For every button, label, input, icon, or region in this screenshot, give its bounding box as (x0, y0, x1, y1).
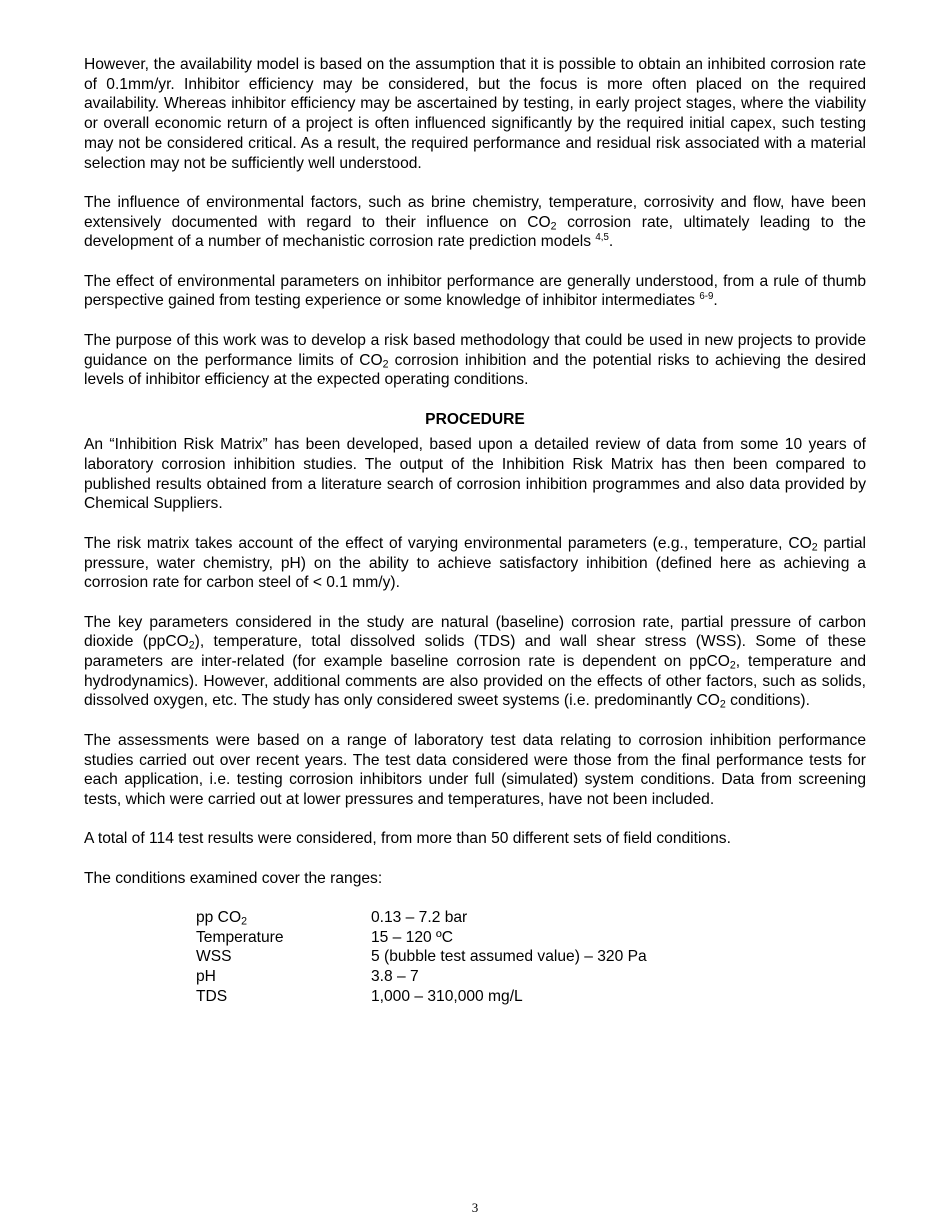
range-label: WSS (196, 948, 232, 966)
paragraph-inhibitor-performance (84, 272, 866, 311)
text-span: The risk matrix takes account of the effect of varying environmental parameters (e.g., temperature, CO (84, 534, 812, 552)
text-span: . (608, 233, 614, 251)
range-value: 15 – 120 ºC (371, 928, 453, 946)
section-heading-procedure: PROCEDURE (425, 410, 525, 428)
text-span: , temperature and hydrodynamics). However, additional comments are also provided on the effects of other factors, such as solids, dissolved oxygen, etc. The study has only considered sweet systems (i.e. predominantly CO (84, 653, 867, 710)
subscript: 2 (188, 639, 195, 652)
range-row-ph (196, 967, 866, 987)
text-span: The assessments were based on a range of laboratory test data relating to corrosion inhibition performance studies carried out over recent years. The test data considered were those from the final performance tests for each application, i.e. testing corrosion inhibitors under full (simulated) system conditions. Data from screening tests, which were carried out at lower pressures and temperatures, have not been included. (84, 731, 866, 808)
text-span: . (713, 292, 718, 310)
paragraph-conditions-intro (84, 869, 866, 889)
paragraph-risk-matrix-parameters (84, 534, 866, 593)
subscript: 2 (719, 699, 726, 712)
text-span: The influence of environmental factors, such as brine chemistry, temperature, corrosivity and flow, have been extensively documented with regard to their influence on CO (84, 193, 866, 231)
citation-ref: 6-9 (699, 291, 714, 303)
text-span: The effect of environmental parameters on inhibitor performance are generally understood, from a rule of thumb perspective gained from testing experience or some knowledge of inhibitor intermediates (84, 272, 866, 310)
text-span: corrosion rate, ultimately leading to the development of a number of mechanistic corrosion rate prediction models (84, 213, 866, 251)
range-label: pH (196, 968, 216, 986)
text-span: partial pressure, water chemistry, pH) on the ability to achieve satisfactory inhibition (defined here as achieving a corrosion rate for carbon steel of < 0.1 mm/y). (84, 534, 866, 592)
text-span: The key parameters considered in the study are natural (baseline) corrosion rate, partial pressure of carbon dioxide (ppCO (84, 613, 866, 651)
range-label (196, 908, 371, 928)
text-span: ), temperature, total dissolved solids (TDS) and wall shear stress (WSS). Some of these parameters are inter-related (for example baseline corrosion rate is dependent on ppCO (84, 633, 867, 670)
text-span: The purpose of this work was to develop a risk based methodology that could be used in new projects to provide guidance on the performance limits of CO (84, 331, 866, 369)
range-value: 3.8 – 7 (371, 968, 419, 986)
paragraph-assessments (84, 731, 866, 810)
text-span: conditions). (730, 692, 810, 710)
subscript: 2 (241, 915, 247, 928)
range-row-tds (196, 987, 866, 1007)
subscript: 2 (550, 220, 557, 233)
range-value: 1,000 – 310,000 mg/L (371, 987, 523, 1005)
range-row-wss (196, 947, 866, 967)
range-value: 0.13 – 7.2 bar (371, 909, 468, 927)
range-row-temperature (196, 928, 866, 948)
paragraph-environmental-factors (84, 193, 866, 252)
paragraph-availability-model (84, 55, 866, 173)
text-span: The conditions examined cover the ranges: (84, 869, 383, 887)
text-span: corrosion inhibition and the potential risks to achieving the desired levels of inhibitor efficiency at the expected operating conditions. (84, 351, 866, 389)
page-body (84, 55, 866, 1007)
paragraph-risk-matrix-intro (84, 435, 866, 514)
page-number: 3 (471, 1200, 479, 1215)
conditions-range-table (196, 908, 866, 1006)
range-row-ppco2 (196, 908, 866, 928)
paragraph-key-parameters (84, 613, 866, 712)
citation-ref: 4,5 (595, 232, 609, 244)
text-span: An “Inhibition Risk Matrix” has been developed, based upon a detailed review of data from some 10 years of laboratory corrosion inhibition studies. The output of the Inhibition Risk Matrix has then been compared to published results obtained from a literature search of corrosion inhibition programmes and also data provided by Chemical Suppliers. (84, 436, 866, 513)
subscript: 2 (811, 541, 818, 554)
subscript: 2 (382, 358, 389, 371)
subscript: 2 (729, 659, 736, 672)
text-span: A total of 114 test results were considered, from more than 50 different sets of field conditions. (84, 830, 731, 848)
text-span: pp CO (196, 909, 242, 927)
paragraph-test-results-total (84, 829, 866, 849)
paragraph-text: However, the availability model is based on the assumption that it is possible to obtain an inhibited corrosion rate of 0.1mm/yr. Inhibitor efficiency may be considered, but the focus is more often placed on the required availability. Whereas inhibitor efficiency may be ascertained by testing, in early project stages, where the viability or overall economic return of a project is often influenced significantly by the required initial capex, such testing may not be considered critical. As a result, the required performance and residual risk associated with a material selection may not be sufficiently well understood. (84, 56, 866, 172)
range-label: TDS (196, 987, 228, 1005)
paragraph-purpose (84, 331, 866, 390)
range-label: Temperature (196, 928, 284, 946)
range-value: 5 (bubble test assumed value) – 320 Pa (371, 948, 647, 966)
